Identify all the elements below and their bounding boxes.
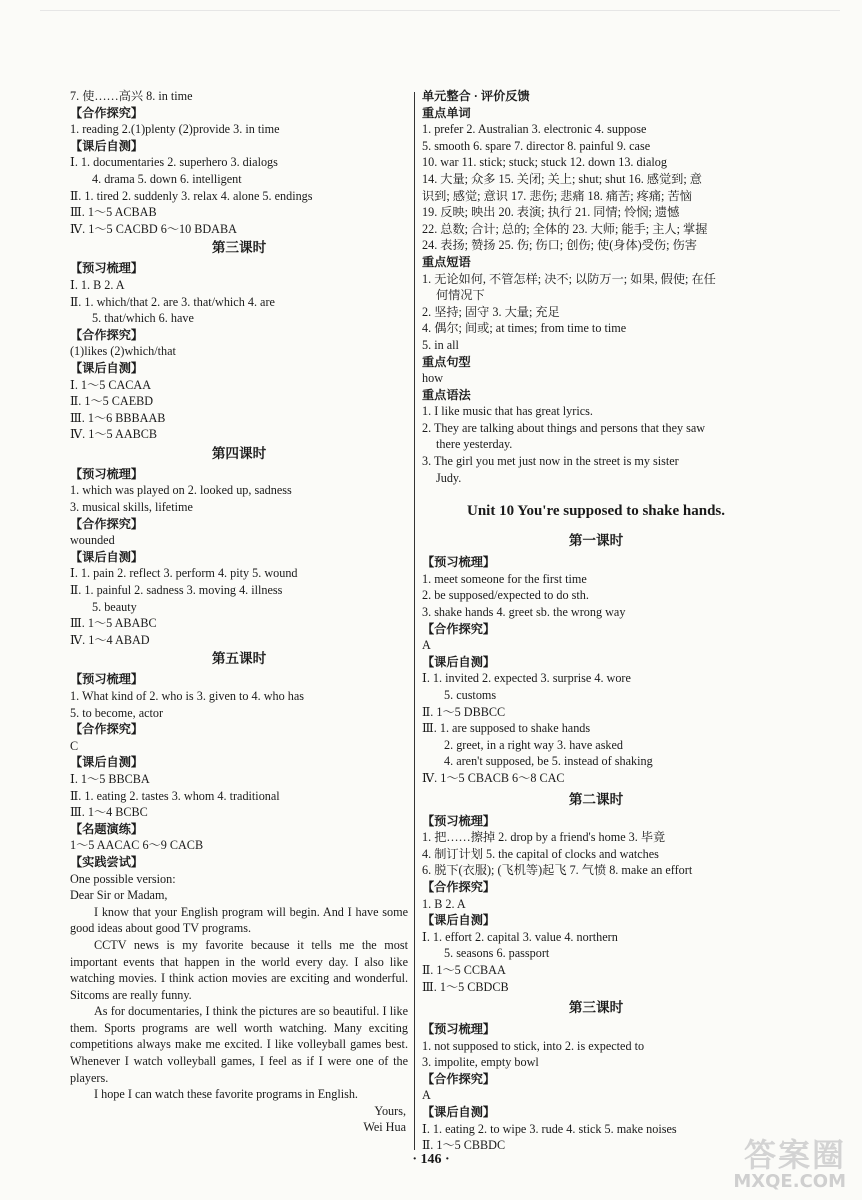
essay-paragraph: As for documentaries, I think the pictures are so beautiful. I like them. Sports programs are well worth watching. Many exciting competitions always make me excited. I like volleyball games best. Whenever I watch volleyball games, I feel as if I were one of the players. (70, 1004, 408, 1085)
answer-line: Ⅲ. 1～5 CBDCB (422, 979, 509, 994)
answer-line: Ⅲ. 1～5 ABABC (70, 616, 157, 631)
answer-line: wounded (70, 533, 115, 548)
answer-line: One possible version: (70, 871, 176, 886)
answer-line: 5. smooth 6. spare 7. director 8. painful 9. case (422, 138, 651, 153)
answer-line: 4. 制订计划 5. the capital of clocks and watches (422, 846, 659, 861)
unit-title: Unit 10 You're supposed to shake hands. (467, 503, 725, 520)
section-heading: 【课后自测】 (422, 913, 496, 928)
answer-line: 1. meet someone for the first time (422, 571, 587, 586)
section-heading: 【课后自测】 (70, 755, 144, 770)
answer-line: 19. 反映; 映出 20. 表演; 执行 21. 同情; 怜悯; 遗憾 (422, 205, 680, 220)
lesson-title: 第三课时 (211, 240, 267, 256)
section-heading: 【实践尝试】 (70, 854, 144, 869)
section-heading: 【课后自测】 (70, 138, 144, 153)
answer-line: 7. 使……高兴 8. in time (70, 89, 193, 103)
answer-line: 4. aren't supposed, be 5. instead of shaking (444, 754, 653, 769)
section-heading: 重点单词 (422, 105, 471, 120)
answer-line: 3. impolite, empty bowl (422, 1055, 539, 1070)
answer-line: 3. musical skills, lifetime (70, 500, 193, 515)
section-heading: 【合作探究】 (422, 879, 496, 894)
answer-line: 1～5 AACAC 6～9 CACB (70, 838, 204, 853)
section-heading: 【课后自测】 (70, 360, 144, 375)
answer-line: Ⅰ. 1. documentaries 2. superhero 3. dialogs (70, 155, 278, 170)
lesson-title: 第二课时 (568, 791, 624, 807)
answer-line: 1. 把……擦掉 2. drop by a friend's home 3. 毕竟 (422, 830, 666, 845)
section-heading: 【合作探究】 (70, 327, 144, 342)
section-heading: 【预习梳理】 (70, 466, 144, 481)
answer-line: 10. war 11. stick; stuck; stuck 12. down 13. dialog (422, 155, 667, 170)
essay-paragraph: I know that your English program will begin. And I have some good ideas about good TV programs. (70, 904, 408, 936)
signature-line: Yours, (374, 1103, 406, 1118)
section-heading: 【合作探究】 (70, 722, 144, 737)
section-heading: 重点语法 (422, 387, 471, 402)
page-number: · 146 · (412, 1152, 450, 1167)
answer-line: Ⅰ. 1. B 2. A (70, 277, 125, 292)
column-divider (414, 92, 415, 1150)
lesson-title: 第五课时 (211, 651, 267, 667)
answer-line: 何情况下 (436, 288, 485, 303)
answer-line: (1)likes (2)which/that (70, 344, 176, 359)
answer-line: 5. to become, actor (70, 705, 164, 720)
watermark-main: 答案圈 (743, 1136, 846, 1174)
section-heading: 【预习梳理】 (70, 261, 144, 276)
answer-line: Dear Sir or Madam, (70, 888, 168, 903)
answer-line: Ⅰ. 1～5 BBCBA (70, 771, 150, 786)
answer-line: Ⅲ. 1～5 ACBAB (70, 205, 157, 220)
section-heading: 【课后自测】 (422, 654, 496, 669)
watermark-sub: MXQE.COM (733, 1171, 846, 1192)
answer-line: 5. customs (444, 688, 497, 702)
answer-line: 1. 无论如何, 不管怎样; 决不; 以防万一; 如果, 假使; 在任 (422, 271, 716, 286)
answer-line: Judy. (436, 470, 462, 485)
section-heading: 【合作探究】 (70, 516, 144, 531)
answer-line: Ⅱ. 1～5 CCBAA (422, 962, 506, 977)
section-heading: 【预习梳理】 (422, 1022, 496, 1037)
answer-line: 5. seasons 6. passport (444, 946, 550, 961)
answer-line: 22. 总数; 合计; 总的; 全体的 23. 大师; 能手; 主人; 掌握 (422, 221, 708, 236)
answer-line: 3. shake hands 4. greet sb. the wrong way (422, 605, 626, 620)
section-heading: 【预习梳理】 (70, 672, 144, 687)
section-heading: 【课后自测】 (422, 1105, 496, 1120)
answer-line: 2. be supposed/expected to do sth. (422, 588, 589, 603)
answer-line: Ⅰ. 1. eating 2. to wipe 3. rude 4. stick 5. make noises (422, 1121, 677, 1136)
answer-line: 2. greet, in a right way 3. have asked (444, 737, 624, 752)
section-heading: 【课后自测】 (70, 549, 144, 564)
answer-line: Ⅱ. 1. painful 2. sadness 3. moving 4. illness (70, 583, 283, 598)
section-heading: 重点句型 (422, 354, 471, 369)
section-heading: 【合作探究】 (70, 105, 144, 120)
essay-paragraph: CCTV news is my favorite because it tells me the most important events that happen in the world every day. I also like watching movies. I think action movies are exciting and wonderful. Sitcoms are really funny. (70, 937, 408, 1002)
answer-line: 1. which was played on 2. looked up, sadness (70, 483, 292, 498)
signature-line: Wei Hua (363, 1120, 406, 1135)
lesson-title: 第一课时 (568, 533, 624, 549)
answer-line: 1. What kind of 2. who is 3. given to 4. who has (70, 689, 305, 703)
answer-line: 2. 坚持; 固守 3. 大量; 充足 (422, 304, 560, 319)
answer-line: 5. in all (422, 337, 459, 352)
answer-line: Ⅱ. 1. eating 2. tastes 3. whom 4. traditional (70, 788, 280, 803)
answer-line: Ⅲ. 1～6 BBBAAB (70, 410, 166, 425)
answer-line: A (422, 1088, 431, 1103)
essay-paragraph: I hope I can watch these favorite programs in English. (94, 1087, 358, 1102)
answer-line: Ⅱ. 1～5 DBBCC (422, 704, 506, 719)
section-heading: 单元整合 · 评价反馈 (422, 89, 530, 103)
answer-line: Ⅱ. 1. tired 2. suddenly 3. relax 4. alone 5. endings (70, 188, 313, 203)
section-heading: 【合作探究】 (422, 621, 496, 636)
answer-line: Ⅱ. 1. which/that 2. are 3. that/which 4. are (70, 294, 275, 309)
answer-line: 1. B 2. A (422, 896, 466, 911)
answer-line: 5. that/which 6. have (92, 311, 194, 326)
section-heading: 重点短语 (422, 254, 471, 269)
answer-line: Ⅳ. 1～5 AABCB (70, 427, 158, 442)
answer-line: Ⅰ. 1. invited 2. expected 3. surprise 4. wore (422, 671, 631, 686)
answer-line: Ⅳ. 1～5 CBACB 6～8 CAC (422, 770, 565, 785)
section-heading: 【名题演练】 (70, 821, 144, 836)
answer-line: Ⅰ. 1. pain 2. reflect 3. perform 4. pity 5. wound (70, 566, 298, 581)
answer-line: 14. 大量; 众多 15. 关闭; 关上; shut; shut 16. 感觉到; 意 (422, 171, 702, 186)
answer-line: 1. prefer 2. Australian 3. electronic 4. suppose (422, 122, 647, 137)
answer-line: Ⅳ. 1～4 ABAD (70, 632, 150, 647)
answer-line: Ⅱ. 1～5 CAEBD (70, 394, 154, 409)
answer-line: Ⅲ. 1. are supposed to shake hands (422, 721, 591, 736)
answer-line: 24. 表扬; 赞扬 25. 伤; 伤口; 创伤; 使(身体)受伤; 伤害 (422, 238, 697, 253)
top-edge (40, 0, 840, 11)
answer-line: there yesterday. (436, 437, 513, 452)
answer-line: 4. drama 5. down 6. intelligent (92, 171, 242, 186)
answer-line: A (422, 638, 431, 653)
answer-line: 1. reading 2.(1)plenty (2)provide 3. in time (70, 122, 280, 137)
lesson-title: 第四课时 (211, 445, 267, 461)
answer-line: how (422, 371, 443, 386)
answer-line: Ⅲ. 1～4 BCBC (70, 805, 148, 820)
right-column (422, 88, 770, 1154)
answer-line: 2. They are talking about things and persons that they saw (422, 420, 706, 435)
answer-line: Ⅰ. 1～5 CACAA (70, 377, 151, 392)
lesson-title: 第三课时 (568, 1000, 624, 1016)
answer-line: Ⅱ. 1～5 CBBDC (422, 1138, 506, 1153)
answer-line: 识到; 感觉; 意识 17. 悲伤; 悲痛 18. 痛苦; 疼痛; 苦恼 (422, 188, 692, 203)
answer-line: Ⅳ. 1～5 CACBD 6～10 BDABA (70, 221, 237, 236)
answer-line: 1. I like music that has great lyrics. (422, 404, 593, 419)
answer-line: 4. 偶尔; 间或; at times; from time to time (422, 321, 627, 336)
section-heading: 【合作探究】 (422, 1071, 496, 1086)
watermark-logo (702, 1130, 852, 1192)
answer-line: C (70, 738, 79, 753)
section-heading: 【预习梳理】 (422, 555, 496, 570)
answer-line: Ⅰ. 1. effort 2. capital 3. value 4. northern (422, 929, 618, 944)
section-heading: 【预习梳理】 (422, 813, 496, 828)
answer-line: 3. The girl you met just now in the street is my sister (422, 454, 679, 469)
answer-line: 1. not supposed to stick, into 2. is expected to (422, 1038, 645, 1053)
answer-line: 5. beauty (92, 599, 137, 614)
left-column (70, 88, 408, 1136)
answer-line: 6. 脱下(衣服); (飞机等)起飞 7. 气愤 8. make an effort (422, 863, 693, 878)
